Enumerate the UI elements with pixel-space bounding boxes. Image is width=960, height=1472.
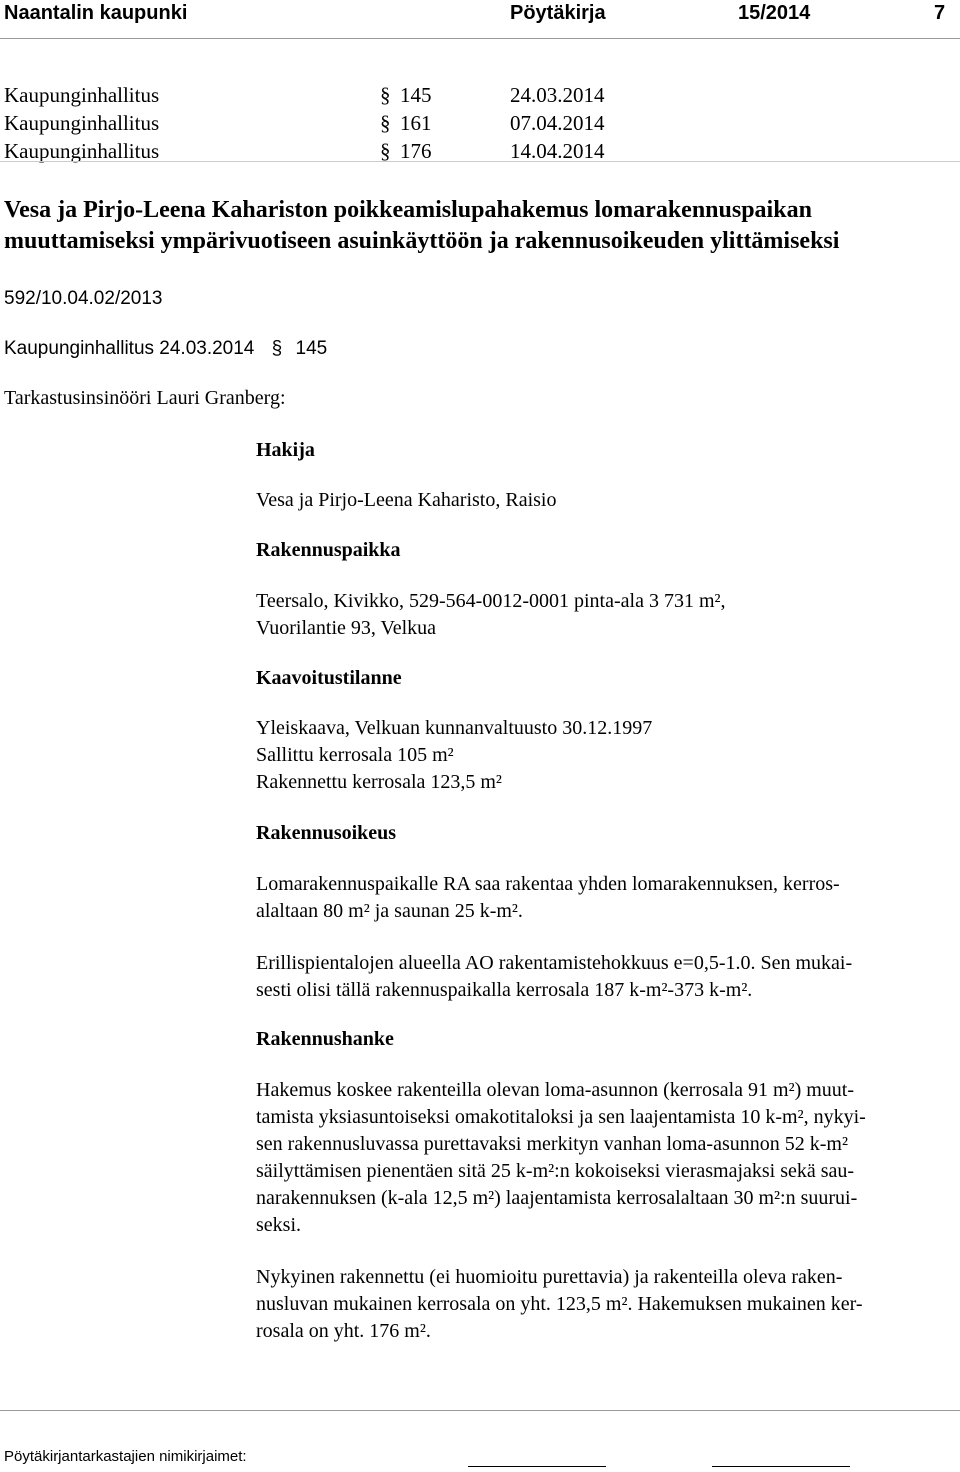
- meeting-section: 145: [400, 83, 432, 107]
- page-title-line-2: muuttamiseksi ympärivuotiseen asuinkäyttöön ja rakennusoikeuden ylittämiseksi: [4, 228, 840, 254]
- hanke-p2-line-3: rosala on yht. 176 m².: [256, 1320, 431, 1342]
- meeting-body: Kaupunginhallitus: [4, 83, 160, 107]
- signature-line-2: [712, 1466, 850, 1467]
- meeting-ref-section: 145: [295, 338, 328, 359]
- hanke-p1-line-4: säilyttämisen pienentäen sitä 25 k-m²:n kokoiseksi vierasmajaksi sekä sau-: [256, 1160, 855, 1182]
- rakennuspaikka-line-1: Teersalo, Kivikko, 529-564-0012-0001 pinta-ala 3 731 m²,: [256, 590, 726, 612]
- header-divider: [0, 38, 960, 39]
- presenter: Tarkastusinsinööri Lauri Granberg:: [4, 387, 286, 409]
- heading-hakija: Hakija: [256, 439, 315, 461]
- rakennuspaikka-line-2: Vuorilantie 93, Velkua: [256, 617, 437, 639]
- kaava-line-2: Sallittu kerrosala 105 m²: [256, 744, 454, 766]
- case-number: 592/10.04.02/2013: [4, 288, 163, 309]
- oikeus-p2-line-2: sesti olisi tällä rakennuspaikalla kerrosala 187 k-m²-373 k-m².: [256, 979, 753, 1001]
- section-symbol: §: [380, 111, 391, 135]
- section-symbol: §: [380, 139, 391, 163]
- doc-number: 15/2014: [738, 2, 811, 24]
- doc-type: Pöytäkirja: [510, 2, 606, 24]
- footer-label: Pöytäkirjantarkastajien nimikirjaimet:: [4, 1448, 247, 1465]
- hakija-text: Vesa ja Pirjo-Leena Kaharisto, Raisio: [256, 489, 557, 511]
- kaava-line-1: Yleiskaava, Velkuan kunnanvaltuusto 30.12.1997: [256, 717, 653, 739]
- signature-line-1: [468, 1466, 606, 1467]
- meeting-section: 176: [400, 139, 432, 163]
- footer-divider: [0, 1410, 960, 1411]
- heading-kaavoitustilanne: Kaavoitustilanne: [256, 667, 402, 689]
- org-name: Naantalin kaupunki: [4, 2, 188, 24]
- meeting-body: Kaupunginhallitus: [4, 111, 160, 135]
- page-number: 7: [934, 2, 946, 24]
- hanke-p2-line-1: Nykyinen rakennettu (ei huomioitu purettavia) ja rakenteilla oleva raken-: [256, 1266, 843, 1288]
- hanke-p1-line-1: Hakemus koskee rakenteilla olevan loma-asunnon (kerrosala 91 m²) muut-: [256, 1079, 855, 1101]
- section-symbol: §: [380, 83, 391, 107]
- hanke-p2-line-2: nusluvan mukainen kerrosala on yht. 123,5 m². Hakemuksen mukainen ker-: [256, 1293, 863, 1315]
- hanke-p1-line-5: narakennuksen (k-ala 12,5 m²) laajentamista kerrosalaltaan 30 m²:n suurui-: [256, 1187, 858, 1209]
- hanke-p1-line-3: sen rakennusluvassa purettavaksi merkityn vanhan loma-asunnon 52 k-m²: [256, 1133, 848, 1155]
- page-title-line-1: Vesa ja Pirjo-Leena Kahariston poikkeamislupahakemus lomarakennuspaikan: [4, 197, 812, 223]
- hanke-p1-line-6: seksi.: [256, 1214, 301, 1236]
- oikeus-p1-line-1: Lomarakennuspaikalle RA saa rakentaa yhden lomarakennuksen, kerros-: [256, 873, 840, 895]
- heading-rakennuspaikka: Rakennuspaikka: [256, 539, 401, 561]
- heading-rakennushanke: Rakennushanke: [256, 1028, 394, 1050]
- meetings-divider: [0, 161, 960, 162]
- meeting-date: 14.04.2014: [510, 139, 605, 163]
- meeting-body: Kaupunginhallitus: [4, 139, 160, 163]
- meeting-section: 161: [400, 111, 432, 135]
- oikeus-p2-line-1: Erillispientalojen alueella AO rakentamistehokkuus e=0,5-1.0. Sen mukai-: [256, 952, 853, 974]
- meeting-reference: [4, 338, 327, 360]
- meeting-ref-text: Kaupunginhallitus 24.03.2014: [4, 338, 255, 359]
- meeting-date: 24.03.2014: [510, 83, 605, 107]
- section-symbol: §: [271, 338, 283, 359]
- oikeus-p1-line-2: alaltaan 80 m² ja saunan 25 k-m².: [256, 900, 523, 922]
- hanke-p1-line-2: tamista yksiasuntoiseksi omakotitaloksi ja sen laajentamista 10 k-m², nykyi-: [256, 1106, 866, 1128]
- meeting-date: 07.04.2014: [510, 111, 605, 135]
- heading-rakennusoikeus: Rakennusoikeus: [256, 822, 397, 844]
- kaava-line-3: Rakennettu kerrosala 123,5 m²: [256, 771, 502, 793]
